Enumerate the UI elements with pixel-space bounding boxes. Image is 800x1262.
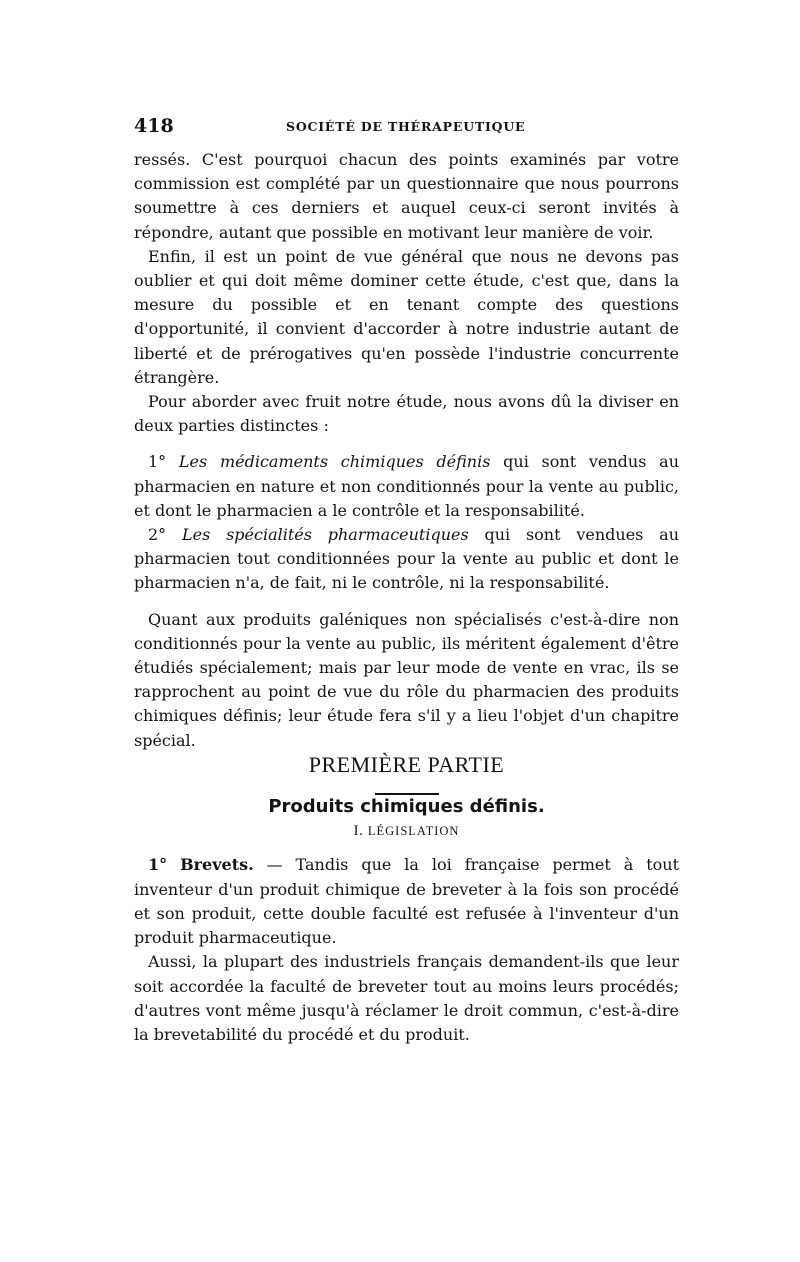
list-item-title: Les médicaments chimiques définis — [178, 452, 491, 472]
paragraph-text: — Tandis que la loi française permet à tout inventeur d'un produit chimique de breveter à la fois son procédé et son produit, cette double faculté est refusée à l'inventeur d'un produit pharmaceutique. — [134, 855, 679, 948]
list-item-2 — [134, 523, 679, 596]
paragraph-4: Quant aux produits galéniques non spécialisés c'est-à-dire non conditionnés pour la vente au public, ils méritent également d'être étudiés spécialement; mais par leur mode de vente en vrac, ils se rapprochent au point de vue du rôle du pharmacien des produits chimiques définis; leur étude fera s'il y a lieu l'objet d'un chapitre spécial. — [134, 609, 679, 750]
paragraph-number: 1° — [148, 855, 168, 875]
running-title: SOCIÉTÉ DE THÉRAPEUTIQUE — [286, 119, 526, 134]
paragraph-2: Enfin, il est un point de vue général que nous ne devons pas oublier et qui doit même dominer cette étude, c'est que, dans la mesure du possible et en tenant compte des questions d'opportunité, il convient d'accorder à notre industrie autant de liberté et de prérogatives qu'en possède l'industrie concurrente étrangère. — [134, 246, 679, 387]
chapter-heading: Produits chimiques définis. — [268, 796, 545, 818]
section-title: LÉGISLATION — [367, 824, 460, 839]
list-item-title: Les spécialités pharmaceutiques — [181, 525, 469, 545]
list-item-text: qui sont vendues au pharmacien tout conditionnées pour la vente au public et dont le pharmacien n'a, de fait, ni le contrôle, ni la responsabilité. — [134, 525, 680, 593]
running-header — [134, 115, 679, 143]
part-heading: PREMIÈRE PARTIE — [308, 751, 505, 777]
paragraph-title: Brevets. — [180, 855, 254, 875]
list-item-number: 1° — [148, 452, 167, 472]
paragraph-3: Pour aborder avec fruit notre étude, nous avons dû la diviser en deux parties distinctes : — [134, 392, 679, 436]
body-text — [134, 148, 679, 1047]
list-item-1 — [134, 450, 679, 523]
section-number: I. — [353, 823, 368, 840]
paragraph-6: Aussi, la plupart des industriels français demandent-ils que leur soit accordée la faculté de breveter tout au moins leurs procédés; d'autres vont même jusqu'à réclamer le droit commun, c'est-à-dire la brevetabilité du procédé et du produit. — [134, 952, 679, 1044]
section-heading — [134, 819, 679, 843]
paragraph-1: ressés. C'est pourquoi chacun des points examinés par votre commission est complété par un questionnaire que nous pourrons soumettre à ces derniers et auquel ceux-ci seront invités à répondre, autant que possible en motivant leur manière de voir. — [134, 150, 679, 242]
paragraph-5 — [134, 853, 679, 950]
page-number: 418 — [134, 115, 174, 137]
list-item-number: 2° — [148, 525, 167, 545]
list-item-text: qui sont vendus au pharmacien en nature et non conditionnés pour la vente au public, et dont le pharmacien a le contrôle et la responsabilité. — [134, 452, 679, 520]
